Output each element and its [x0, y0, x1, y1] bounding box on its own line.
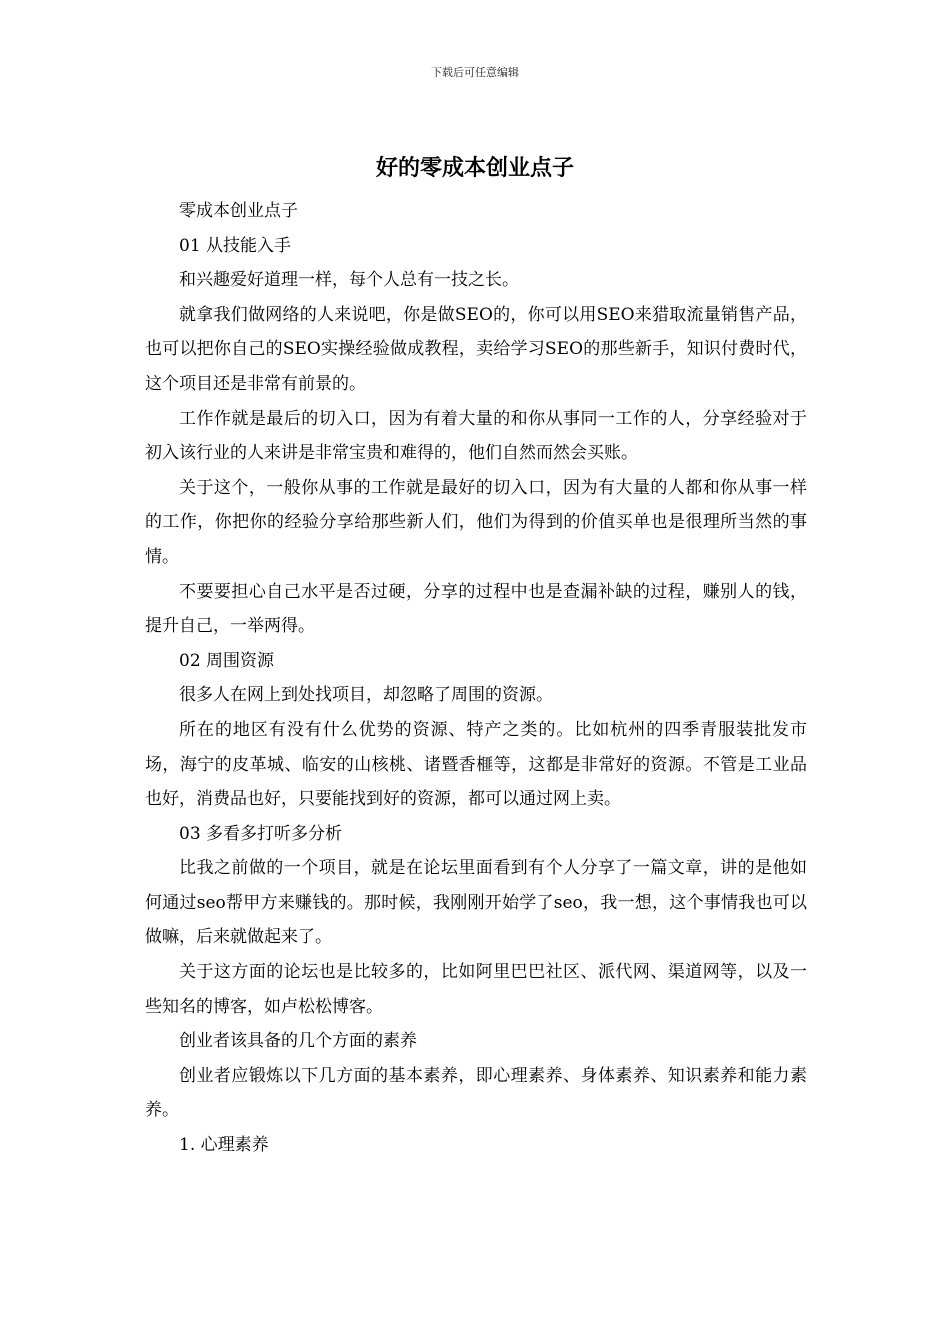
- paragraph: 创业者应锻炼以下几方面的基本素养，即心理素养、身体素养、知识素养和能力素养。: [145, 1065, 807, 1121]
- document-title: 好的零成本创业点子: [375, 156, 574, 181]
- paragraph-intro-heading: 零成本创业点子: [179, 201, 298, 221]
- paragraph: 关于这个，一般你从事的工作就是最好的切入口，因为有大量的人都和你从事一样的工作，你把你的经验分享给那些新人们，他们为得到的价值买单也是很理所当然的事情。: [145, 477, 807, 567]
- page-header-note: 下载后可任意编辑: [431, 66, 519, 79]
- section-heading-01: 01 从技能入手: [179, 235, 292, 256]
- paragraph: 和兴趣爱好道理一样，每个人总有一技之长。: [179, 270, 519, 291]
- section-heading-02: 02 周围资源: [179, 650, 275, 671]
- subsection-heading-1: 1. 心理素养: [179, 1135, 269, 1156]
- paragraph: 不要要担心自己水平是否过硬，分享的过程中也是查漏补缺的过程，赚别人的钱，提升自己，一举两得。: [145, 581, 807, 637]
- section-heading-03: 03 多看多打听多分析: [179, 823, 343, 844]
- paragraph: 所在的地区有没有什么优势的资源、特产之类的。比如杭州的四季青服装批发市场，海宁的皮革城、临安的山核桃、诸暨香榧等，这都是非常好的资源。不管是工业品也好，消费品也好，只要能找到好的资源，都可以通过网上卖。: [145, 719, 807, 810]
- paragraph: 关于这方面的论坛也是比较多的，比如阿里巴巴社区、派代网、渠道网等，以及一些知名的博客，如卢松松博客。: [145, 962, 807, 1017]
- section-heading-qualities: 创业者该具备的几个方面的素养: [179, 1031, 417, 1052]
- paragraph: 很多人在网上到处找项目，却忽略了周围的资源。: [179, 685, 553, 706]
- paragraph: 比我之前做的一个项目，就是在论坛里面看到有个人分享了一篇文章，讲的是他如何通过seo帮甲方来赚钱的。那时候，我刚刚开始学了seo，我一想，这个事情我也可以做嘛，后来就做起来了。: [145, 858, 807, 948]
- paragraph: 就拿我们做网络的人来说吧，你是做SEO的，你可以用SEO来猎取流量销售产品，也可以把你自己的SEO实操经验做成教程，卖给学习SEO的那些新手，知识付费时代，这个项目还是非常有前景的。: [145, 304, 807, 394]
- document-body: [145, 194, 807, 1163]
- paragraph: 工作作就是最后的切入口，因为有着大量的和你从事同一工作的人，分享经验对于初入该行业的人来讲是非常宝贵和难得的，他们自然而然会买账。: [145, 408, 807, 464]
